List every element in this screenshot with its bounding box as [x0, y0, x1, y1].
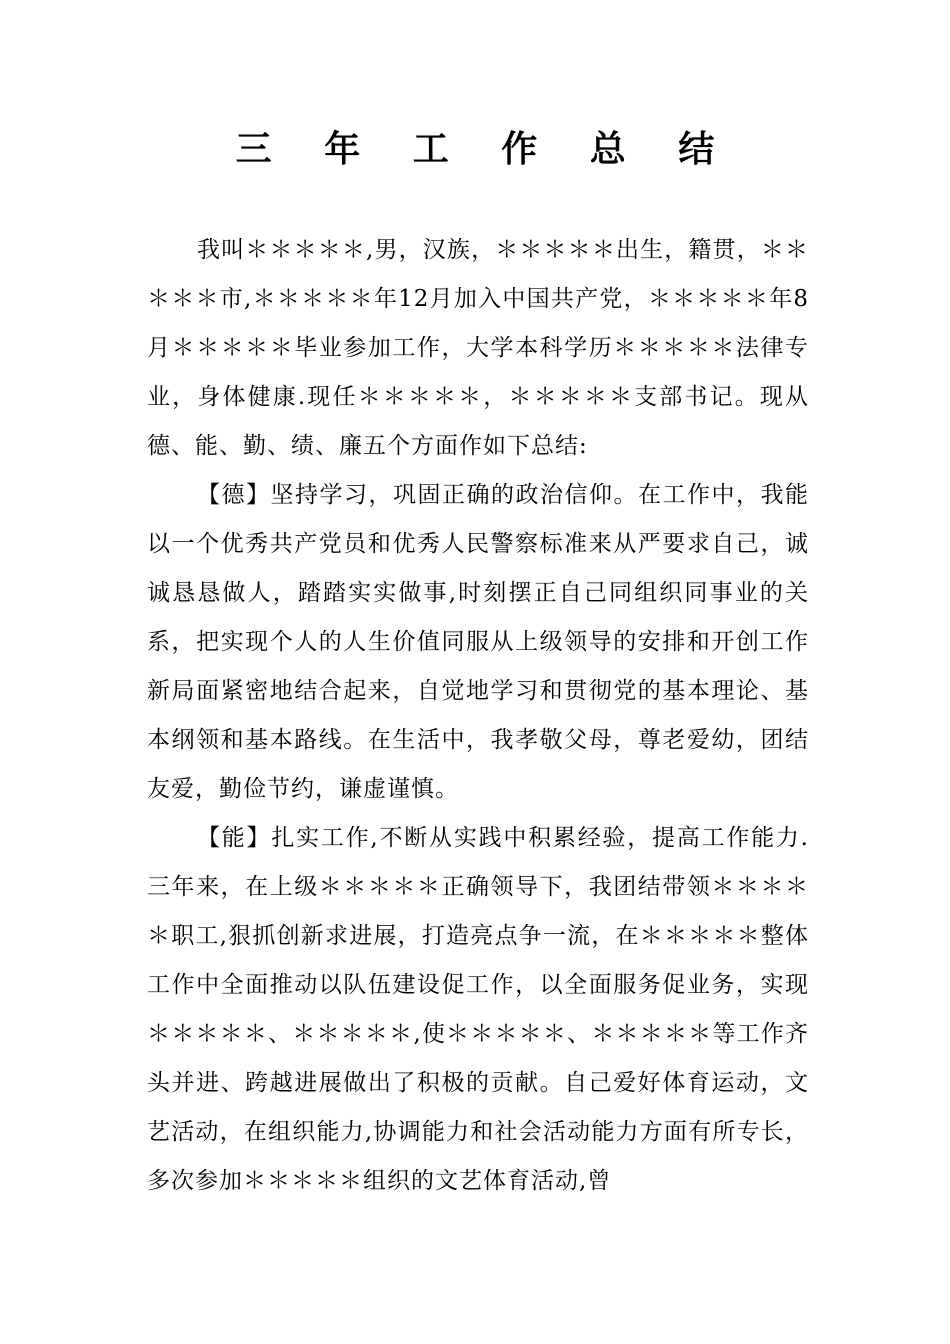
- document-title: 三 年 工 作 总 结: [235, 129, 735, 170]
- paragraph-neng: 【能】扎实工作,不断从实践中积累经验，提高工作能力.三年来，在上级＊＊＊＊＊正确领导下，我团结带领＊＊＊＊＊职工,狠抓创新求进展，打造亮点争一流，在＊＊＊＊＊整体工作中全面推动以队伍建设促工作，以全面服务促业务，实现＊＊＊＊＊、＊＊＊＊＊,使＊＊＊＊＊、＊＊＊＊＊等工作齐头并进、跨越进展做出了积极的贡献。自己爱好体育运动，文艺活动，在组织能力,协调能力和社会活动能力方面有所专长，多次参加＊＊＊＊＊组织的文艺体育活动,曾: [147, 825, 809, 1194]
- document-body: [147, 226, 809, 1206]
- paragraph-de: 【德】坚持学习，巩固正确的政治信仰。在工作中，我能以一个优秀共产党员和优秀人民警察标准来从严要求自己，诚诚恳恳做人，踏踏实实做事,时刻摆正自己同组织同事业的关系，把实现个人的人生价值同服从上级领导的安排和开创工作新局面紧密地结合起来，自觉地学习和贯彻党的基本理论、基本纲领和基本路线。在生活中，我孝敬父母，尊老爱幼，团结友爱，勤俭节约，谦虚谨慎。: [147, 482, 809, 802]
- paragraph-intro: 我叫＊＊＊＊＊,男，汉族，＊＊＊＊＊出生，籍贯，＊＊＊＊＊市,＊＊＊＊＊年12月加入中国共产党，＊＊＊＊＊年8月＊＊＊＊＊毕业参加工作，大学本科学历＊＊＊＊＊法律专业，身体健康.现任＊＊＊＊＊，＊＊＊＊＊支部书记。现从德、能、勤、绩、廉五个方面作如下总结:: [147, 237, 809, 459]
